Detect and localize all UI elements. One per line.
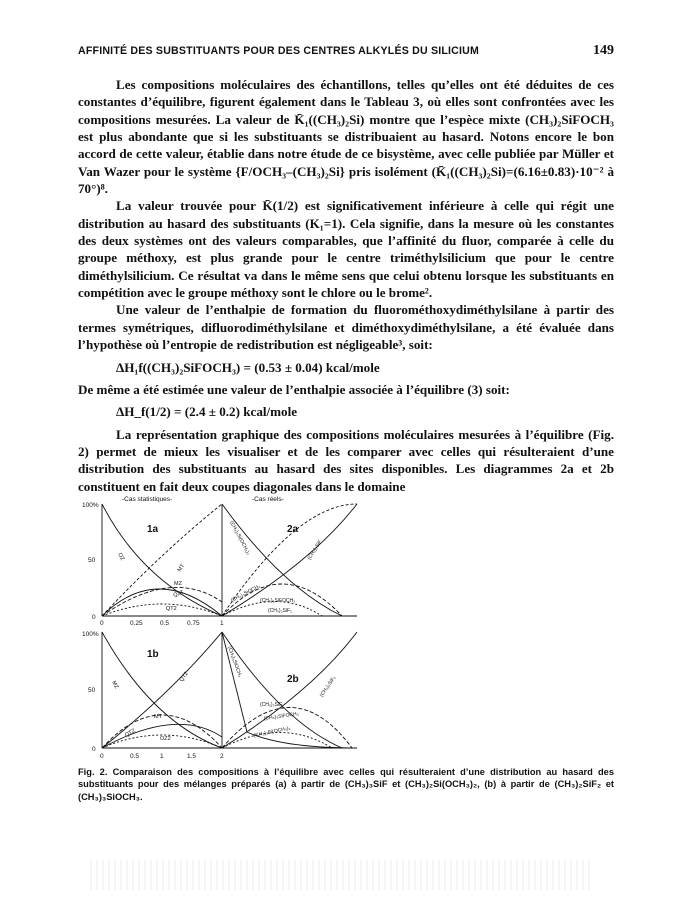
a-right-label-3: (CH₃)₂SiFOCH₃ — [260, 598, 296, 604]
paragraph-2: La valeur trouvée pour K̄(1/2) est significativement inférieure à celle qui régit une distribution au hasard des substituants (K₁=1). Cela signifie, dans la mesure où les constantes des deux systèmes ont des valeurs comparables, que l’affinité du fluor, comparée à celle du groupe méthoxy, est plus grande pour le centre triméthylsilicium que pour le centre diméthylsilicium. Ce résultat va dans le même sens que celui obtenu lorsque les substituants en compétition avec le groupe méthoxy sont le chlore ou le brome². — [78, 198, 614, 301]
a-tick-2: 0.5 — [160, 620, 170, 627]
figure-caption: Fig. 2. Comparaison des compositions à l’équilibre avec celles qui résulteraient d’une distribution au hasard des substituants pour des mélanges préparés (a) à partir de (CH₃)₃SiF et (CH₃)₂Si(OCH₃)₂, (b) à partir de (CH₃)₂SiF₂ et (CH₃)₃SiOCH₃. — [78, 767, 614, 802]
scan-noise — [90, 860, 590, 890]
b-right-label-3: (CH₃)₂SiFOCH₃ — [263, 711, 300, 722]
b-y-100: 100% — [82, 631, 99, 638]
b-right-labels — [226, 646, 337, 739]
figure-diagram — [82, 492, 382, 762]
panel-2a-label: 2a — [287, 524, 299, 535]
panel-1a-label: 1a — [147, 524, 159, 535]
a-right-label-2: (CH₃)₃SiOCH₃ — [230, 583, 262, 604]
b-tick-2: 1 — [160, 753, 164, 760]
a-right-label-1: (CH₃)₃SiF — [306, 539, 324, 562]
equation-1: ΔH₁f((CH₃)₂SiFOCH₃) = (0.53 ± 0.04) kcal/mole — [116, 359, 380, 375]
b-right-label-2: (CH₃)₃SiF — [260, 702, 283, 708]
a-x-ticks — [100, 620, 224, 627]
b-left-label-2: MT — [154, 714, 162, 720]
a-left-labels — [116, 552, 186, 612]
curve-a-left-5 — [102, 604, 222, 616]
a-left-label-2: MZ — [174, 581, 182, 587]
a-right-label-4: (CH₃)₂SiF₂ — [268, 608, 292, 614]
b-left-label-3: QTZ — [124, 728, 137, 739]
a-left-label-3: Q2T — [172, 589, 185, 599]
page-number: 149 — [593, 43, 614, 58]
paragraph-1: Les compositions moléculaires des échantillons, telles qu’elles ont été déduites de ces constantes d’équilibre, figurent également dans le Tableau 3, où elles sont confrontées avec les compositions mesurées. La valeur de K̄₁((CH₃)₂Si) montre que l’espèce mixte (CH₃)₂SiFOCH₃ est plus abondante que si les substituants se distribuaient au hasard. Notons encore le bon accord de cette valeur, établie dans notre étude de ce bisystème, avec celle publiée par Müller et Van Wazer pour le système {F/OCH₃–(CH₃)₂Si} pris isolément (K̄₁((CH₃)₂Si)=(6.16±0.83)·10⁻² à 70°)⁸. — [78, 77, 614, 197]
curve-b-right-4 — [222, 733, 332, 749]
b-tick-0: 0 — [100, 753, 104, 760]
b-right-label-0: (CH₃)₂SiF₂ — [318, 675, 338, 699]
legend-right: -Cas réels- — [252, 496, 284, 503]
panel-2b-label: 2b — [287, 674, 299, 685]
figure-2 — [82, 492, 382, 762]
b-left-label-0: MZ — [110, 680, 120, 690]
running-head: AFFINITÉ DES SUBSTITUANTS POUR DES CENTRES ALKYLÉS DU SILICIUM — [78, 45, 480, 57]
a-tick-1: 0.25 — [130, 620, 143, 627]
a-left-label-1: MT — [176, 563, 187, 574]
a-tick-3: 0.75 — [187, 620, 200, 627]
curve-a-left-3 — [102, 589, 222, 616]
a-y-100: 100% — [82, 502, 99, 509]
b-tick-4: 2 — [220, 753, 224, 760]
a-left-label-0: OZ — [116, 552, 126, 562]
b-tick-3: 1.5 — [187, 753, 197, 760]
b-right-label-4: (CH₃)₂Si(OCH₃)₂ — [253, 725, 292, 739]
a-tick-0: 0 — [100, 620, 104, 627]
curve-b-left-2 — [102, 632, 222, 748]
paragraph-5: La représentation graphique des compositions moléculaires mesurées à l’équilibre (Fig. 2) permet de mieux les visualiser et de les comparer avec celles qui résulteraient d’une distribution des substituants au hasard des sites disponibles. Les diagrammes 2a et 2b constituent en fait deux coupes diagonales dans le domaine — [78, 426, 614, 494]
a-y-50: 50 — [88, 557, 96, 564]
panel-1b-label: 1b — [147, 649, 159, 660]
a-tick-4: 1 — [220, 620, 224, 627]
b-tick-1: 0.5 — [130, 753, 140, 760]
a-left-label-4: QT2 — [166, 606, 177, 612]
b-x-ticks — [100, 753, 224, 760]
legend-left: -Cas statistiques- — [122, 496, 173, 503]
body-text — [78, 76, 614, 495]
paragraph-4: De même a été estimée une valeur de l’enthalpie associée à l’équilibre (3) soit: — [78, 381, 510, 397]
paragraph-3: Une valeur de l’enthalpie de formation du fluorométhoxydiméthylsilane à partir des termes symétriques, difluorodiméthylsilane et diméthoxydiméthylsilane, a été évaluée dans l’hypothèse où l’entropie de redistribution est négligeable³, soit: — [78, 302, 614, 353]
b-right-label-1: (CH₃)₃SiOCH₃ — [226, 645, 243, 678]
b-left-label-1: QT2 — [178, 670, 190, 684]
page-header — [78, 44, 614, 62]
b-left-label-4: OZ2 — [160, 736, 171, 742]
equation-2: ΔH_f(1/2) = (2.4 ± 0.2) kcal/mole — [116, 404, 298, 420]
b-y-50: 50 — [88, 687, 96, 694]
curve-b-left-1 — [102, 632, 222, 748]
curve-b-left-3 — [102, 715, 222, 748]
a-right-label-0: (CH₃)₂Si(OCH₃)₂ — [228, 520, 252, 556]
b-y-0: 0 — [92, 746, 96, 753]
a-y-0: 0 — [92, 614, 96, 621]
